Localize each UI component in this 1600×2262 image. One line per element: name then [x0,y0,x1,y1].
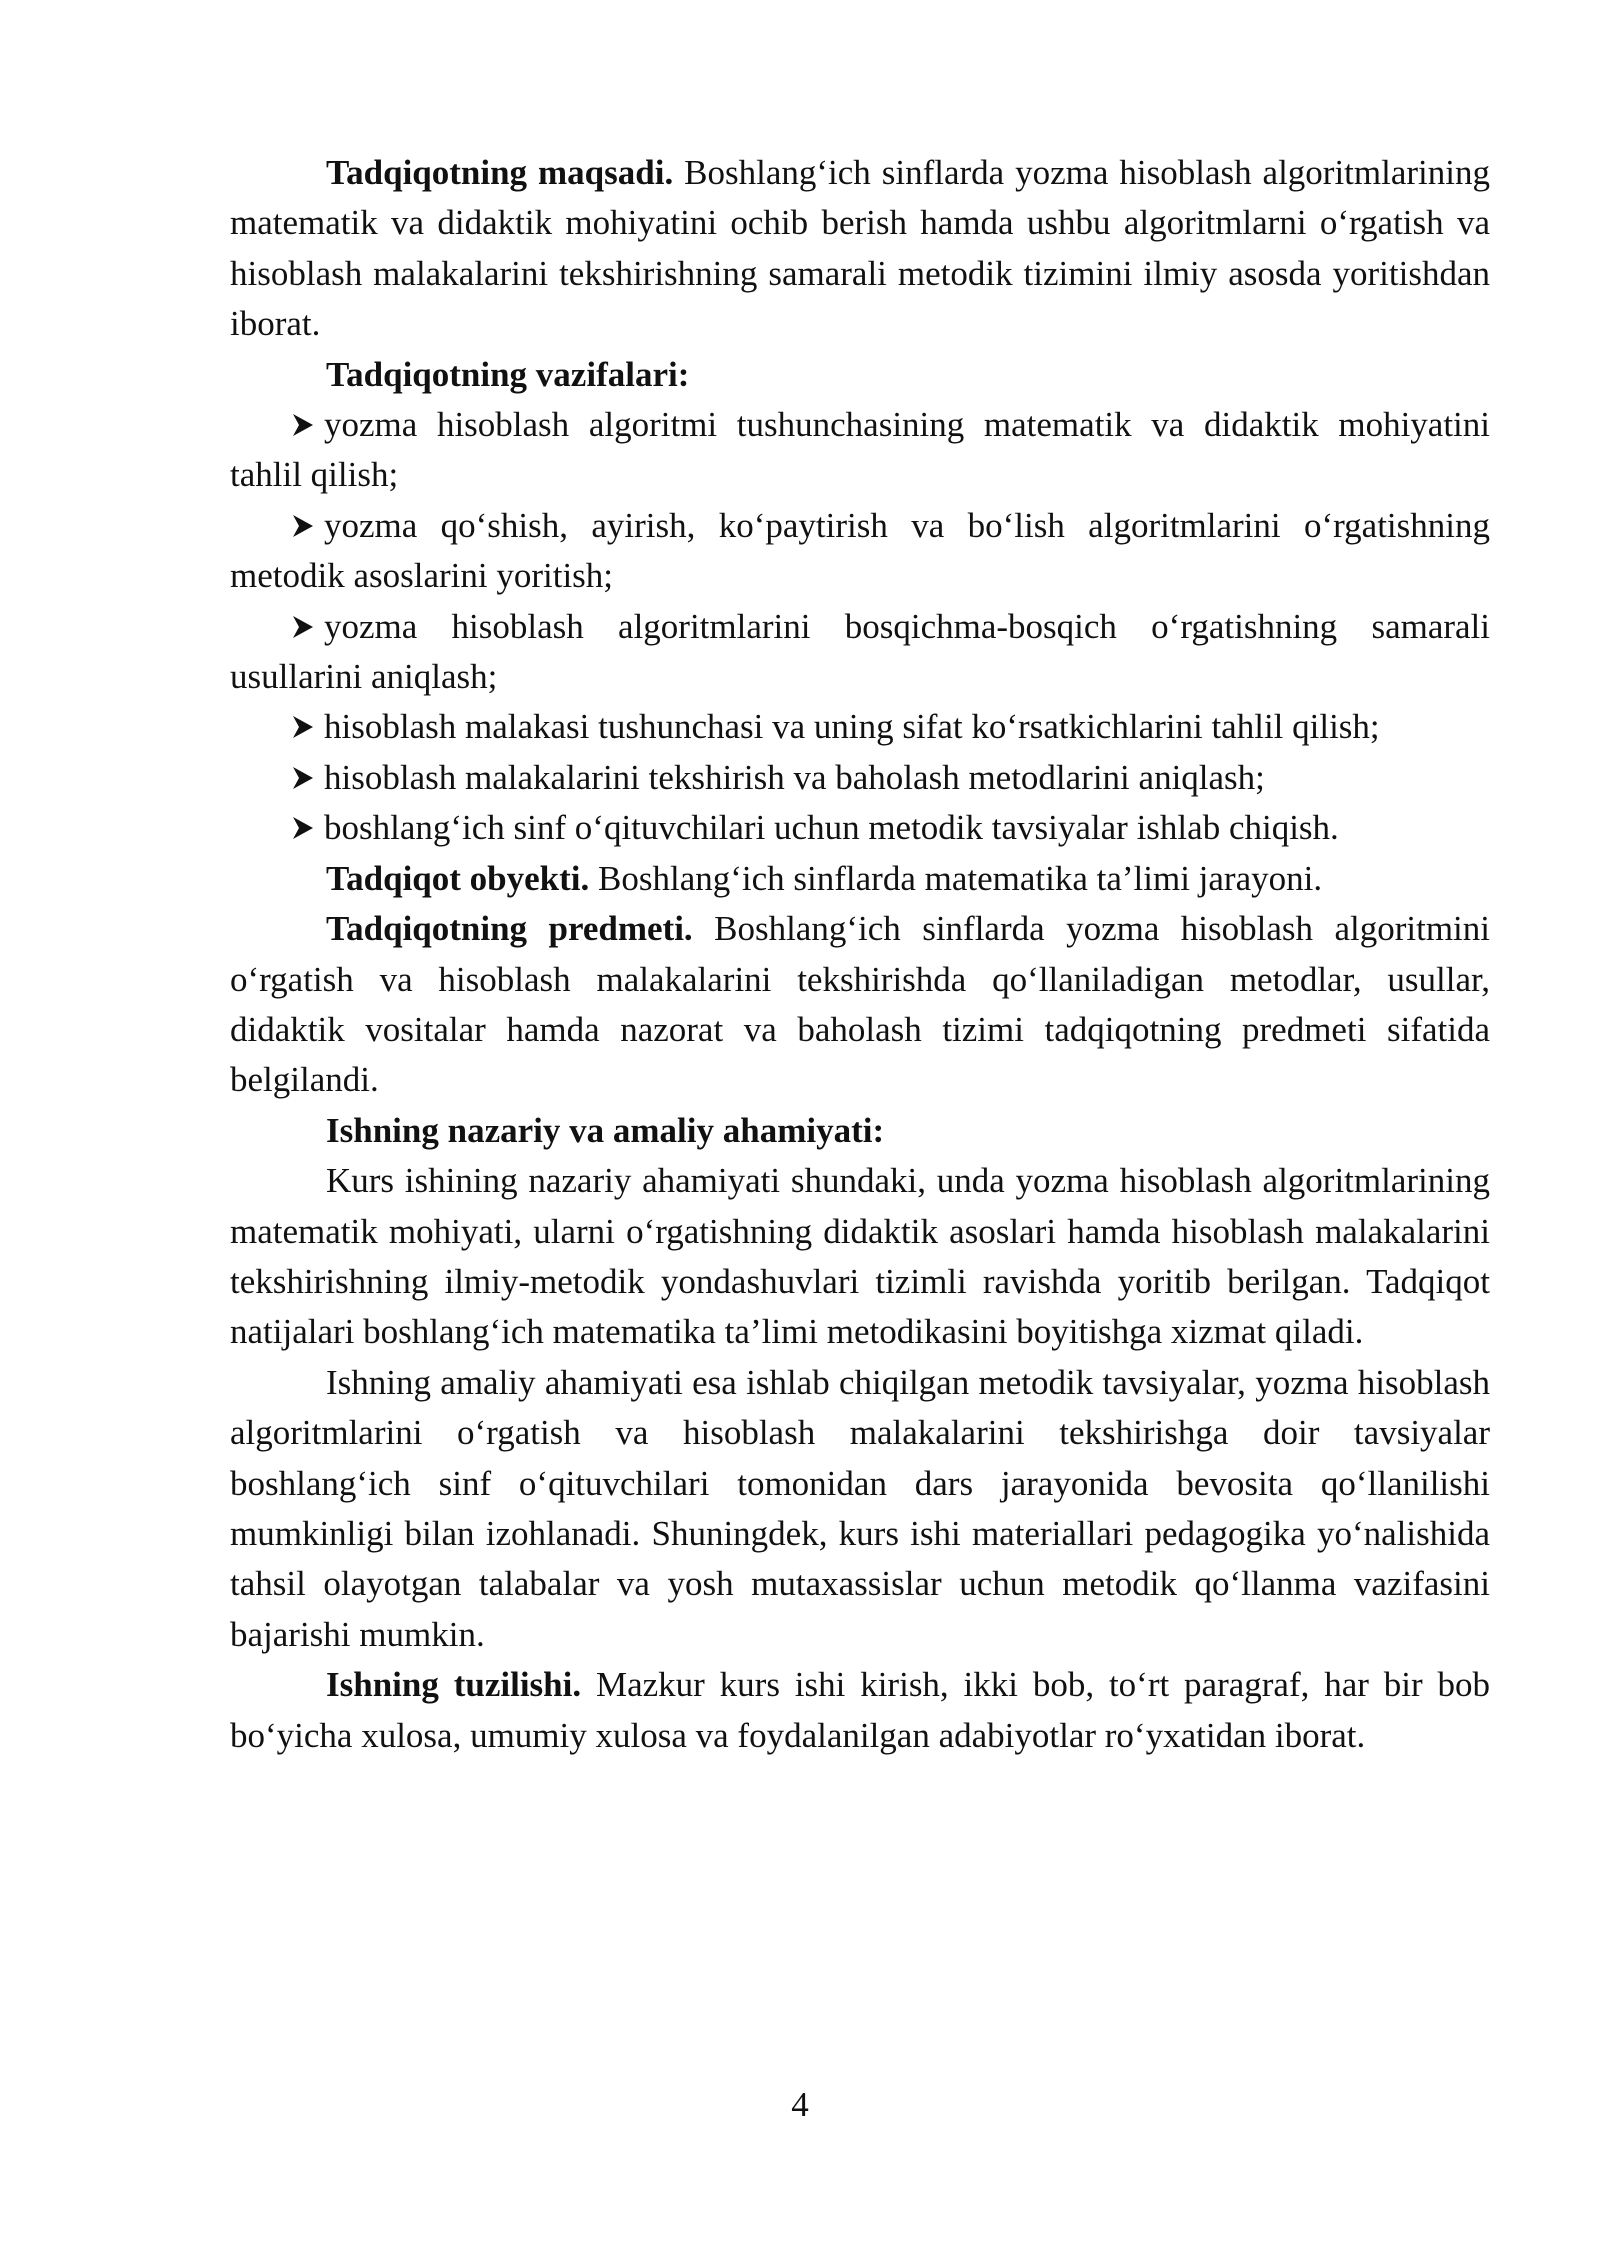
structure-paragraph [230,1660,1490,1761]
object-label: Tadqiqot obyekti. [326,858,590,898]
arrow-bullet-icon [290,803,324,853]
tasks-list [230,400,1490,854]
tasks-heading: Tadqiqotning vazifalari: [326,354,690,394]
practical-significance-paragraph: Ishning amaliy ahamiyati esa ishlab chiqilgan metodik tavsiyalar, yozma hisoblash algoritmlarini o‘rgatish va hisoblash malakalarini tekshirishga doir tavsiyalar boshlang‘ich sinf o‘qituvchilari tomonidan dars jarayonida bevosita qo‘llanilishi mumkinligi bilan izohlanadi. Shuningdek, kurs ishi materiallari pedagogika yo‘nalishida tahsil olayotgan talabalar va yosh mutaxassislar uchun metodik qo‘llanma vazifasini bajarishi mumkin. [230,1362,1490,1654]
list-item [230,702,1490,752]
arrow-bullet-icon [290,501,324,551]
list-item [230,501,1490,602]
structure-text: Mazkur kurs ishi kirish, ikki bob, to‘rt paragraf, har bir bob bo‘yicha xulosa, umumiy xulosa va foydalanilgan adabiyotlar ro‘yxatidan iborat. [230,1665,1491,1755]
list-item-text: yozma hisoblash algoritmlarini bosqichma-bosqich o‘rgatishning samarali usullarini aniqlash; [230,606,1490,697]
significance-heading: Ishning nazariy va amaliy ahamiyati: [326,1110,885,1150]
goal-text: Boshlang‘ich sinflarda yozma hisoblash algoritmlarining matematik va didaktik mohiyatini ochib berish hamda ushbu algoritmlarni o‘rgatish va hisoblash malakalarini tekshirishning samarali metodik tizimini ilmiy asosda yoritishdan iborat. [230,153,1490,344]
goal-paragraph [230,148,1490,350]
list-item [230,803,1490,853]
arrow-bullet-icon [290,753,324,803]
list-item [230,602,1490,703]
object-paragraph [230,854,1490,904]
list-item-text: yozma qo‘shish, ayirish, ko‘paytirish va bo‘lish algoritmlarini o‘rgatishning metodik asoslarini yoritish; [230,505,1490,596]
list-item-text: hisoblash malakasi tushunchasi va uning sifat ko‘rsatkichlarini tahlil qilish; [324,707,1380,747]
list-item-text: boshlang‘ich sinf o‘qituvchilari uchun metodik tavsiyalar ishlab chiqish. [324,808,1339,848]
object-text: Boshlang‘ich sinflarda matematika ta’limi jarayoni. [589,858,1323,898]
document-page [230,148,1490,1761]
list-item [230,753,1490,803]
subject-text: Boshlang‘ich sinflarda yozma hisoblash algoritmini o‘rgatish va hisoblash malakalarini tekshirishda qo‘llaniladigan metodlar, usullar, didaktik vositalar hamda nazorat va baholash tizimi tadqiqotning predmeti sifatida belgilandi. [230,909,1491,1100]
list-item-text: yozma hisoblash algoritmi tushunchasining matematik va didaktik mohiyatini tahlil qilish; [230,405,1490,495]
list-item [230,400,1490,501]
arrow-bullet-icon [290,602,324,652]
arrow-bullet-icon [290,702,324,752]
arrow-bullet-icon [290,400,324,450]
theoretical-significance-paragraph: Kurs ishining nazariy ahamiyati shundaki, unda yozma hisoblash algoritmlarining matematik mohiyati, ularni o‘rgatishning didaktik asoslari hamda hisoblash malakalarini tekshirishning ilmiy-metodik yondashuvlari tizimli ravishda yoritib berilgan. Tadqiqot natijalari boshlang‘ich matematika ta’limi metodikasini boyitishga xizmat qiladi. [230,1161,1490,1352]
structure-label: Ishning tuzilishi. [326,1665,582,1705]
page-number: 4 [791,2085,809,2124]
goal-label: Tadqiqotning maqsadi. [326,153,674,192]
subject-paragraph [230,904,1490,1106]
subject-label: Tadqiqotning predmeti. [326,909,693,949]
list-item-text: hisoblash malakalarini tekshirish va baholash metodlarini aniqlash; [324,757,1265,797]
